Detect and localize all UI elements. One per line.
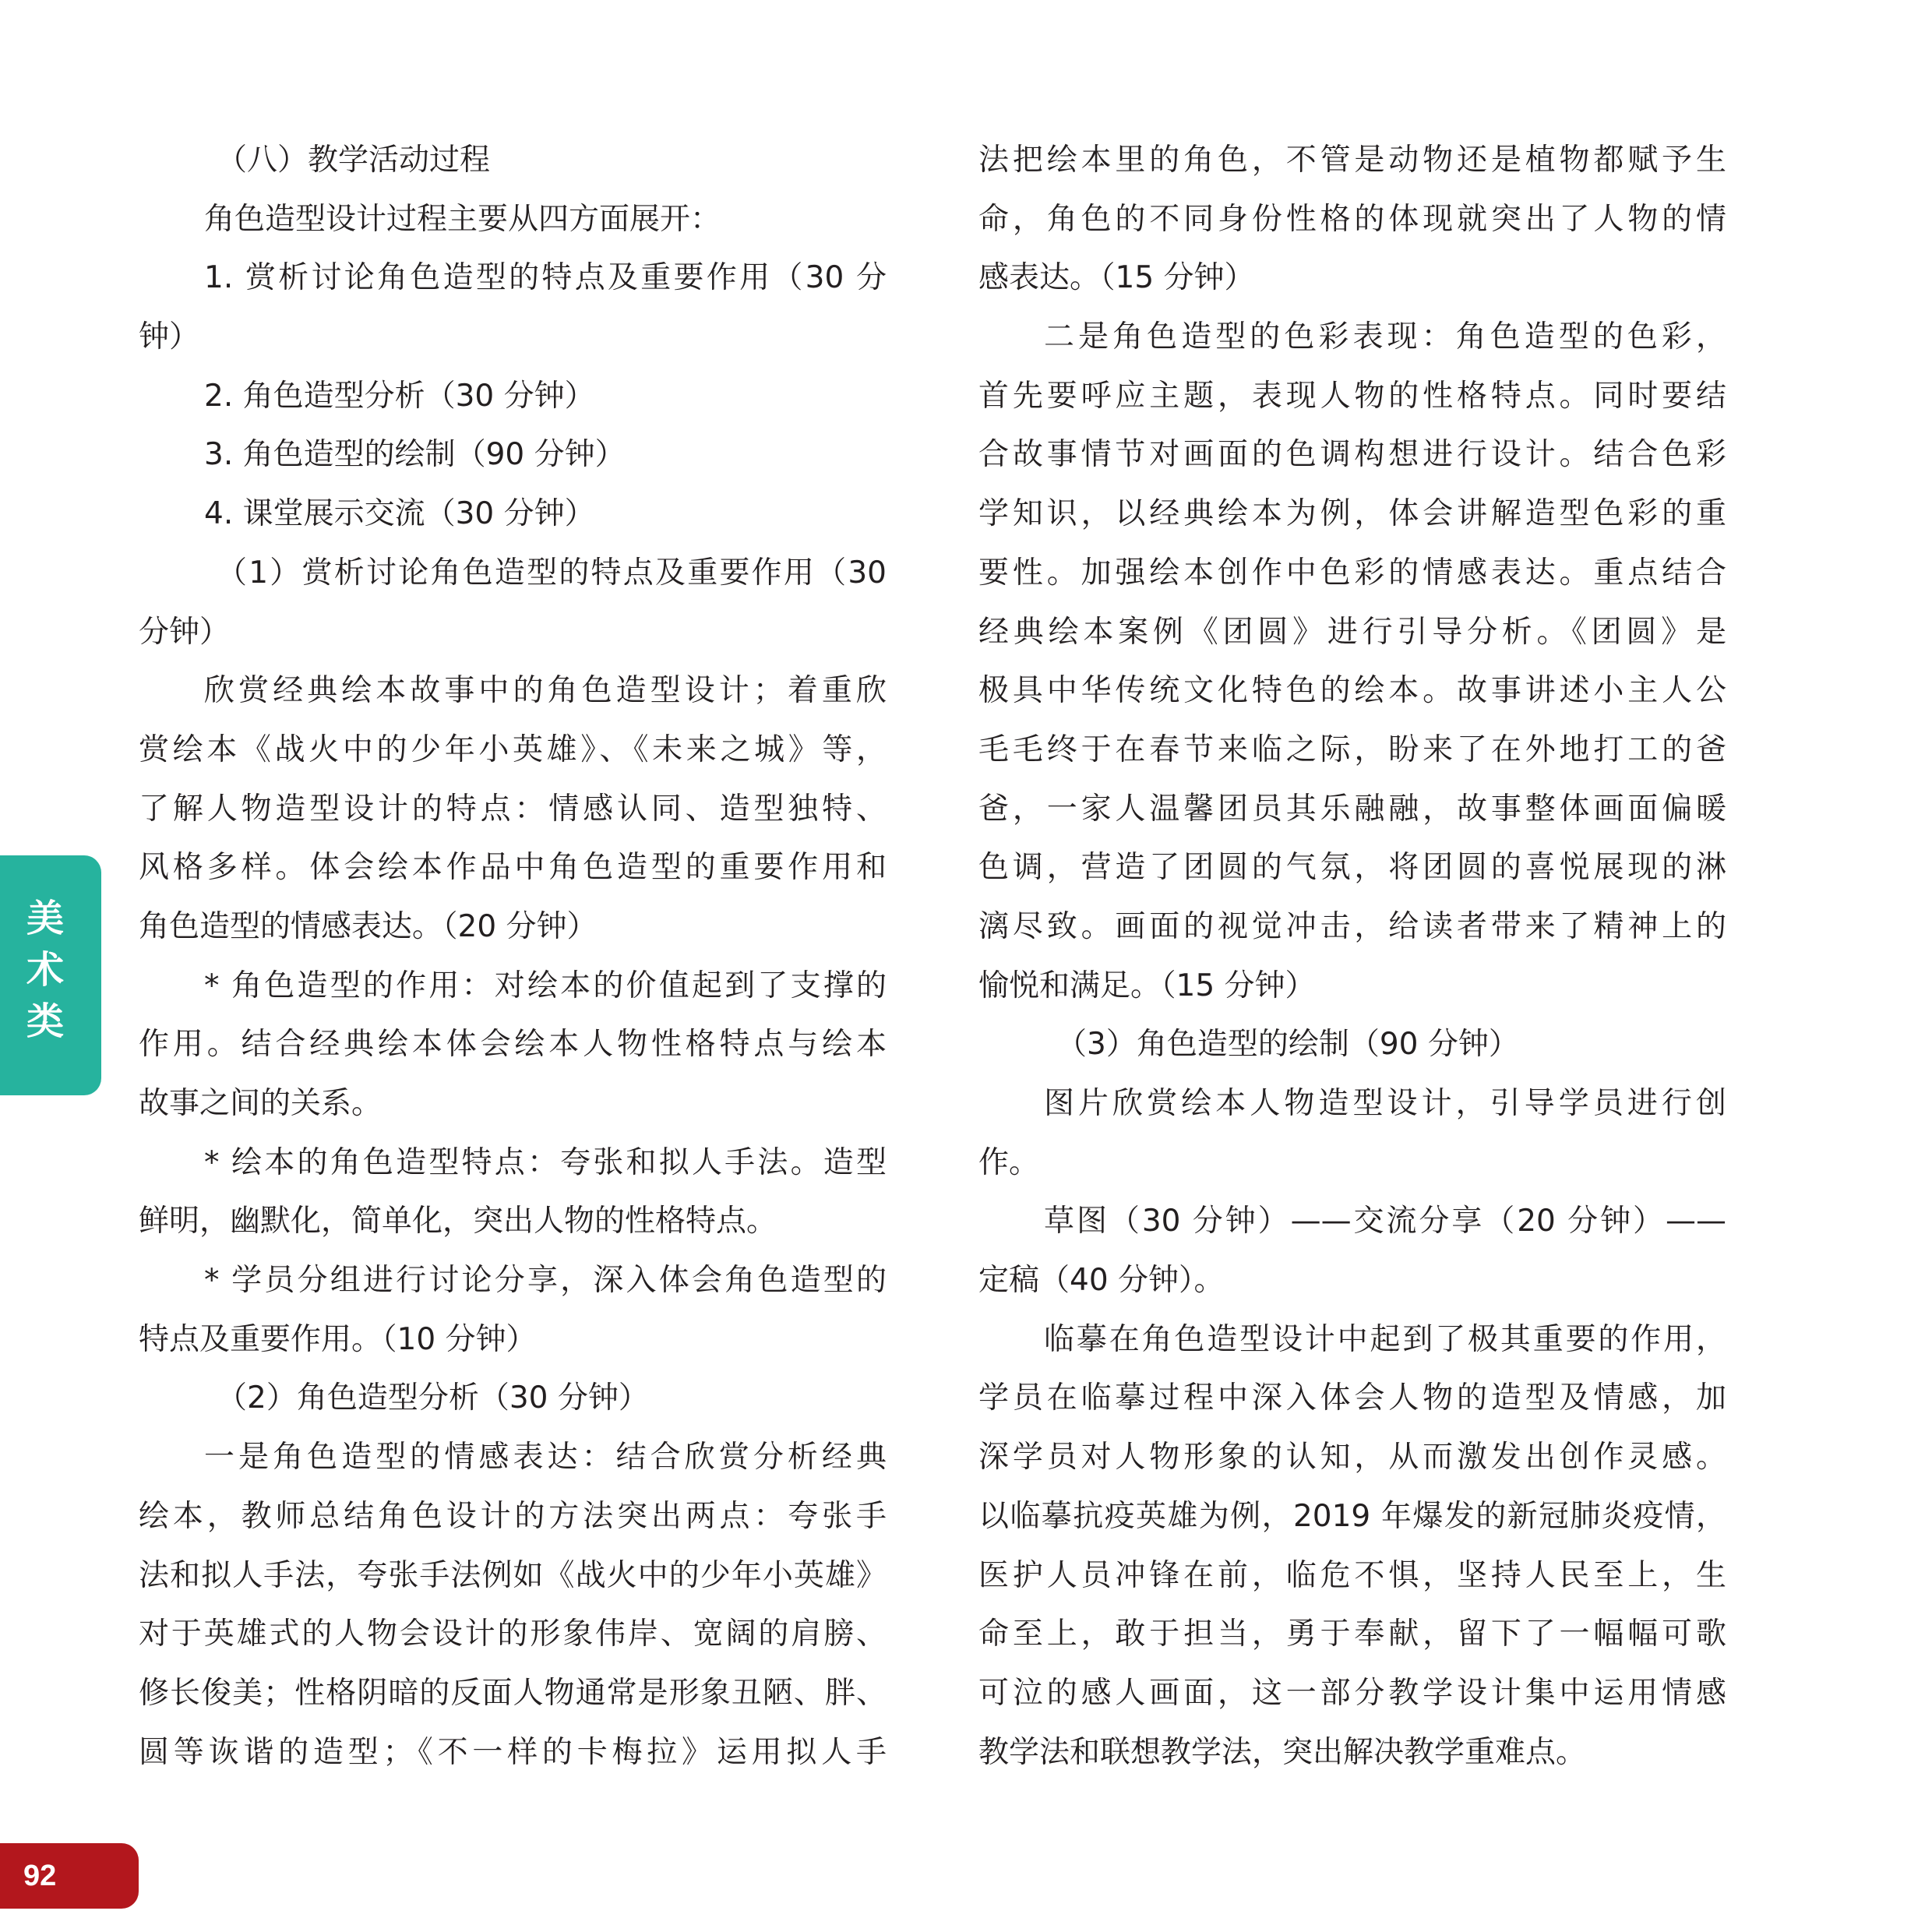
text-line: 2. 角色造型分析（30 分钟） [204,378,595,414]
text-line: 漓尽致。画面的视觉冲击，给读者带来了精神上的 [978,908,1726,944]
text-line: 风格多样。体会绘本作品中角色造型的重要作用和 [139,850,887,886]
text-line: 圆等诙谐的造型；《不一样的卡梅拉》运用拟人手 [139,1734,887,1770]
text-line: 极具中华传统文化特色的绘本。故事讲述小主人公 [978,673,1726,709]
text-line: 了解人物造型设计的特点：情感认同、造型独特、 [139,791,887,827]
text-line: 钟） [139,319,200,355]
text-line: 命，角色的不同身份性格的体现就突出了人物的情 [978,201,1726,237]
text-line: 合故事情节对画面的色调构想进行设计。结合色彩 [978,437,1726,473]
text-line: 教学法和联想教学法，突出解决教学重难点。 [978,1734,1587,1770]
text-line: 一是角色造型的情感表达：结合欣赏分析经典 [204,1440,887,1475]
category-side-tab [0,855,101,1095]
text-line: 故事之间的关系。 [139,1086,383,1121]
subsection-heading: （2）角色造型分析（30 分钟） [217,1380,649,1416]
text-line: 4. 课堂展示交流（30 分钟） [204,496,595,532]
text-line: 赏绘本《战火中的少年小英雄》、《未来之城》等， [139,732,887,767]
text-line: 愉悦和满足。（15 分钟） [978,968,1316,1003]
text-line: 法和拟人手法，夸张手法例如《战火中的少年小英雄》 [139,1557,887,1593]
text-line: 毛毛终于在春节来临之际，盼来了在外地打工的爸 [978,732,1726,767]
text-line: 欣赏经典绘本故事中的角色造型设计；着重欣 [204,673,887,709]
left-text-column [139,131,887,1782]
text-line: 命至上，敢于担当，勇于奉献，留下了一幅幅可歌 [978,1616,1726,1652]
text-line: 医护人员冲锋在前，临危不惧，坚持人民至上，生 [978,1557,1726,1593]
text-line: 角色造型设计过程主要从四方面展开： [204,201,721,237]
bullet-line: * 绘本的角色造型特点：夸张和拟人手法。造型 [204,1144,887,1180]
text-line: 定稿（40 分钟）。 [978,1263,1225,1299]
text-line: 以临摹抗疫英雄为例，2019 年爆发的新冠肺炎疫情， [978,1498,1726,1534]
text-line: 对于英雄式的人物会设计的形象伟岸、宽阔的肩膀、 [139,1616,887,1652]
text-line: 作用。结合经典绘本体会绘本人物性格特点与绘本 [139,1027,887,1063]
text-line: 经典绘本案例《团圆》进行引导分析。《团圆》是 [978,614,1726,650]
text-line: 3. 角色造型的绘制（90 分钟） [204,437,626,473]
text-line: 图片欣赏绘本人物造型设计，引导学员进行创 [1044,1086,1726,1121]
text-line: 作。 [978,1144,1040,1180]
bullet-line: * 角色造型的作用：对绘本的价值起到了支撑的 [204,968,887,1003]
text-line: 感表达。（15 分钟） [978,260,1255,296]
text-line: 深学员对人物形象的认知，从而激发出创作灵感。 [978,1440,1726,1475]
right-text-column [978,131,1726,1782]
text-line: 特点及重要作用。（10 分钟） [139,1321,537,1357]
text-line: 分钟） [139,614,231,650]
text-line: 爸，一家人温馨团员其乐融融，故事整体画面偏暖 [978,791,1726,827]
text-line: 修长俊美；性格阴暗的反面人物通常是形象丑陋、胖、 [139,1675,887,1711]
text-line: 临摹在角色造型设计中起到了极其重要的作用， [1044,1321,1726,1357]
text-line: 鲜明，幽默化，简单化，突出人物的性格特点。 [139,1204,777,1239]
text-line: 色调，营造了团圆的气氛，将团圆的喜悦展现的淋 [978,850,1726,886]
text-line: 绘本，教师总结角色设计的方法突出两点：夸张手 [139,1498,887,1534]
subsection-heading: （1）赏析讨论角色造型的特点及重要作用（30 [217,555,887,591]
page-number: 92 [0,1843,139,1909]
text-line: 1. 赏析讨论角色造型的特点及重要作用（30 分 [204,260,887,296]
text-line: 学知识，以经典绘本为例，体会讲解造型色彩的重 [978,496,1726,532]
text-line: 二是角色造型的色彩表现：角色造型的色彩， [1044,319,1726,355]
text-line: 要性。加强绘本创作中色彩的情感表达。重点结合 [978,555,1726,591]
text-line: 首先要呼应主题，表现人物的性格特点。同时要结 [978,378,1726,414]
text-line: 可泣的感人画面，这一部分教学设计集中运用情感 [978,1675,1726,1711]
category-label: 美术类 [19,898,64,1052]
text-line: 草图（30 分钟）——交流分享（20 分钟）—— [1044,1204,1726,1239]
text-line: 学员在临摹过程中深入体会人物的造型及情感，加 [978,1380,1726,1416]
text-line: 角色造型的情感表达。（20 分钟） [139,908,598,944]
bullet-line: * 学员分组进行讨论分享，深入体会角色造型的 [204,1263,887,1299]
text-line: 法把绘本里的角色，不管是动物还是植物都赋予生 [978,143,1726,178]
section-heading: （八）教学活动过程 [217,143,491,178]
subsection-heading: （3）角色造型的绘制（90 分钟） [1056,1027,1519,1063]
